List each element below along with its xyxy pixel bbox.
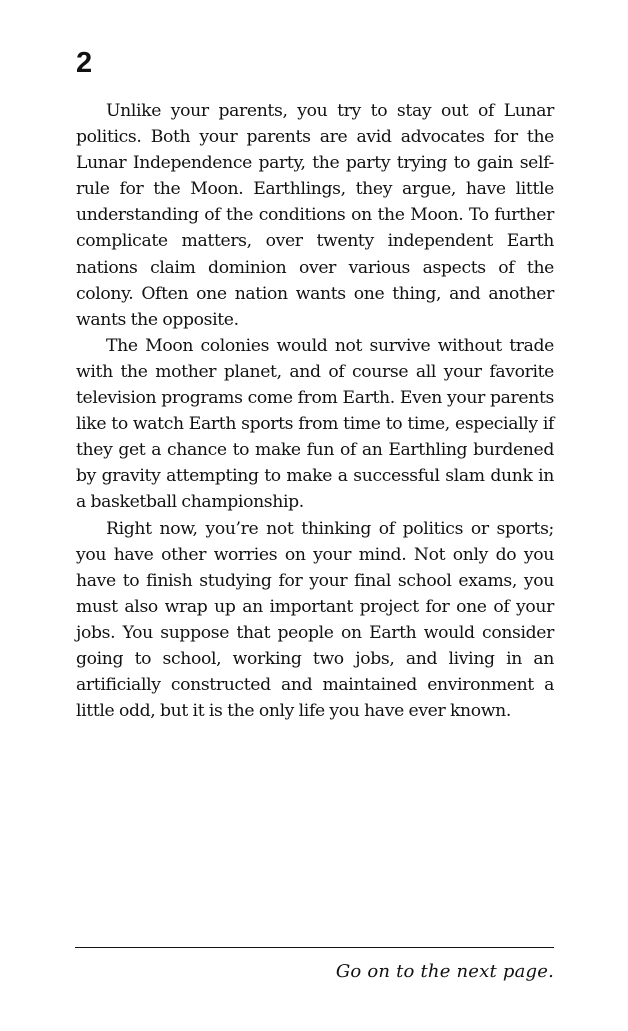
paragraph: The Moon colonies would not survive without trade with the mother planet, and of course all your favorite television programs come from Earth. Even your parents like to watch Earth sports from time to time, especially if they get a chance to make fun of an Earthling burdened by gravity attempting to make a successful slam dunk in a basketball championship. bbox=[76, 335, 554, 513]
paragraph: Right now, you’re not thinking of politics or sports; you have other worries on your mind. Not only do you have to finish studying for your final school exams, you must also wrap up an important project for one of your jobs. You suppose that people on Earth would consider going to school, working two jobs, and living in an artificially constructed and maintained environment a little odd, but it is the only life you have ever known. bbox=[76, 518, 554, 722]
paragraph: Unlike your parents, you try to stay out of Lunar politics. Both your parents are avid advocates for the Lunar Independence party, the party trying to gain self-rule for the Moon. Earthlings, they argue, have little understanding of the conditions on the Moon. To further complicate matters, over twenty independent Earth nations claim dominion over various aspects of the colony. Often one nation wants one thing, and another wants the opposite. bbox=[76, 101, 554, 330]
page-number: 2 bbox=[76, 47, 93, 79]
continue-note: Go on to the next page. bbox=[335, 961, 554, 982]
footer-divider bbox=[75, 947, 554, 948]
passage-body bbox=[76, 98, 554, 724]
